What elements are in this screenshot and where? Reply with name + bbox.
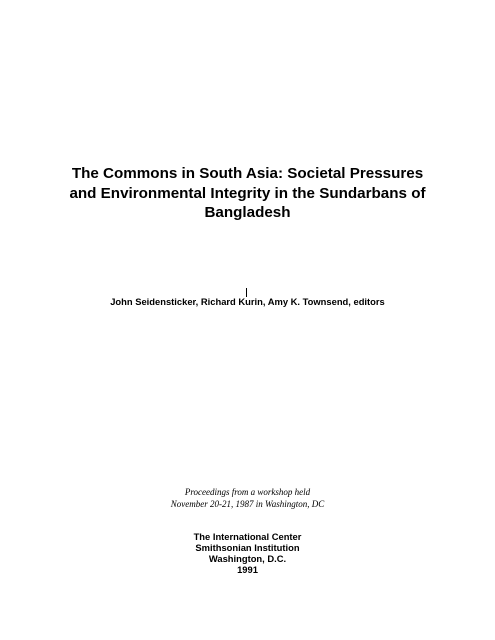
- publisher-line-2: Smithsonian Institution: [195, 542, 300, 553]
- publication-year: 1991: [237, 564, 258, 575]
- publisher-line-1: The International Center: [193, 531, 302, 542]
- proceedings-line-2: November 20-21, 1987 in Washington, DC: [170, 498, 325, 509]
- editors-line: John Seidensticker, Richard Kurin, Amy K. Townsend, editors: [110, 296, 385, 307]
- publisher-block: [60, 531, 435, 575]
- publisher-line-3: Washington, D.C.: [208, 553, 287, 564]
- title-line-3: Bangladesh: [204, 204, 291, 221]
- title-line-2: and Environmental Integrity in the Sundarbans of: [69, 184, 426, 202]
- document-title: [40, 164, 455, 223]
- proceedings-line-1: Proceedings from a workshop held: [184, 487, 311, 497]
- proceedings-note: [60, 487, 435, 510]
- title-line-1: The Commons in South Asia: Societal Pressures: [71, 165, 424, 182]
